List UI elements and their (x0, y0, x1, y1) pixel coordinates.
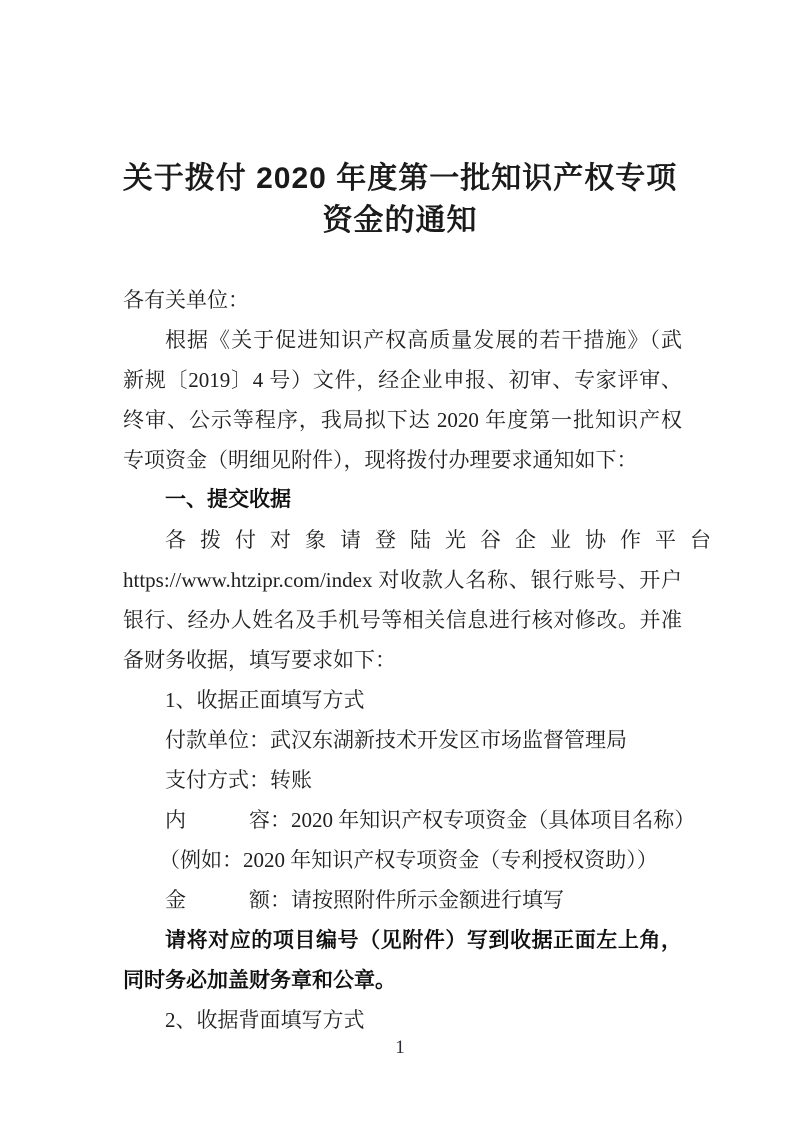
document-body (123, 280, 725, 1040)
paragraph-line: 终审、公示等程序，我局拟下达 2020 年度第一批知识产权 (123, 408, 682, 432)
document-title (100, 158, 700, 242)
emphasis-line: 同时务必加盖财务章和公章。 (123, 968, 396, 992)
list-item-line: 2、收据背面填写方式 (165, 1008, 365, 1032)
paragraph-line: 专项资金（明细见附件），现将拨付办理要求通知如下： (123, 448, 638, 472)
document-title-line1: 关于拨付 2020 年度第一批知识产权专项 (122, 162, 678, 195)
section-heading: 一、提交收据 (165, 488, 291, 511)
emphasis-line: 请将对应的项目编号（见附件）写到收据正面左上角， (165, 928, 682, 952)
field-line-content: 内 容：2020 年知识产权专项资金（具体项目名称） (165, 808, 696, 832)
paragraph-line: 根据《关于促进知识产权高质量发展的若干措施》（武 (165, 328, 682, 352)
list-item-line: 1、收据正面填写方式 (165, 688, 365, 712)
url-line: https://www.htzipr.com/index 对收款人名称、银行账号、开户 (123, 568, 682, 592)
page-number: 1 (395, 1037, 405, 1058)
field-line-amount: 金 额：请按照附件所示金额进行填写 (165, 888, 564, 912)
field-line-payer: 付款单位：武汉东湖新技术开发区市场监督管理局 (165, 728, 627, 752)
field-line-payment-method: 支付方式：转账 (165, 768, 312, 792)
paragraph-line: 新规〔2019〕4 号）文件，经企业申报、初审、专家评审、 (123, 368, 682, 392)
example-line: （例如：2020 年知识产权专项资金（专利授权资助）） (159, 848, 658, 872)
paragraph-line: 银行、经办人姓名及手机号等相关信息进行核对修改。并准 (123, 608, 682, 632)
document-title-line2: 资金的通知 (322, 204, 478, 237)
paragraph-line: 各拨付对象请登陆光谷企业协作平台 (165, 528, 725, 552)
paragraph-line: 备财务收据，填写要求如下： (123, 648, 396, 672)
salutation-line: 各有关单位： (123, 288, 249, 312)
